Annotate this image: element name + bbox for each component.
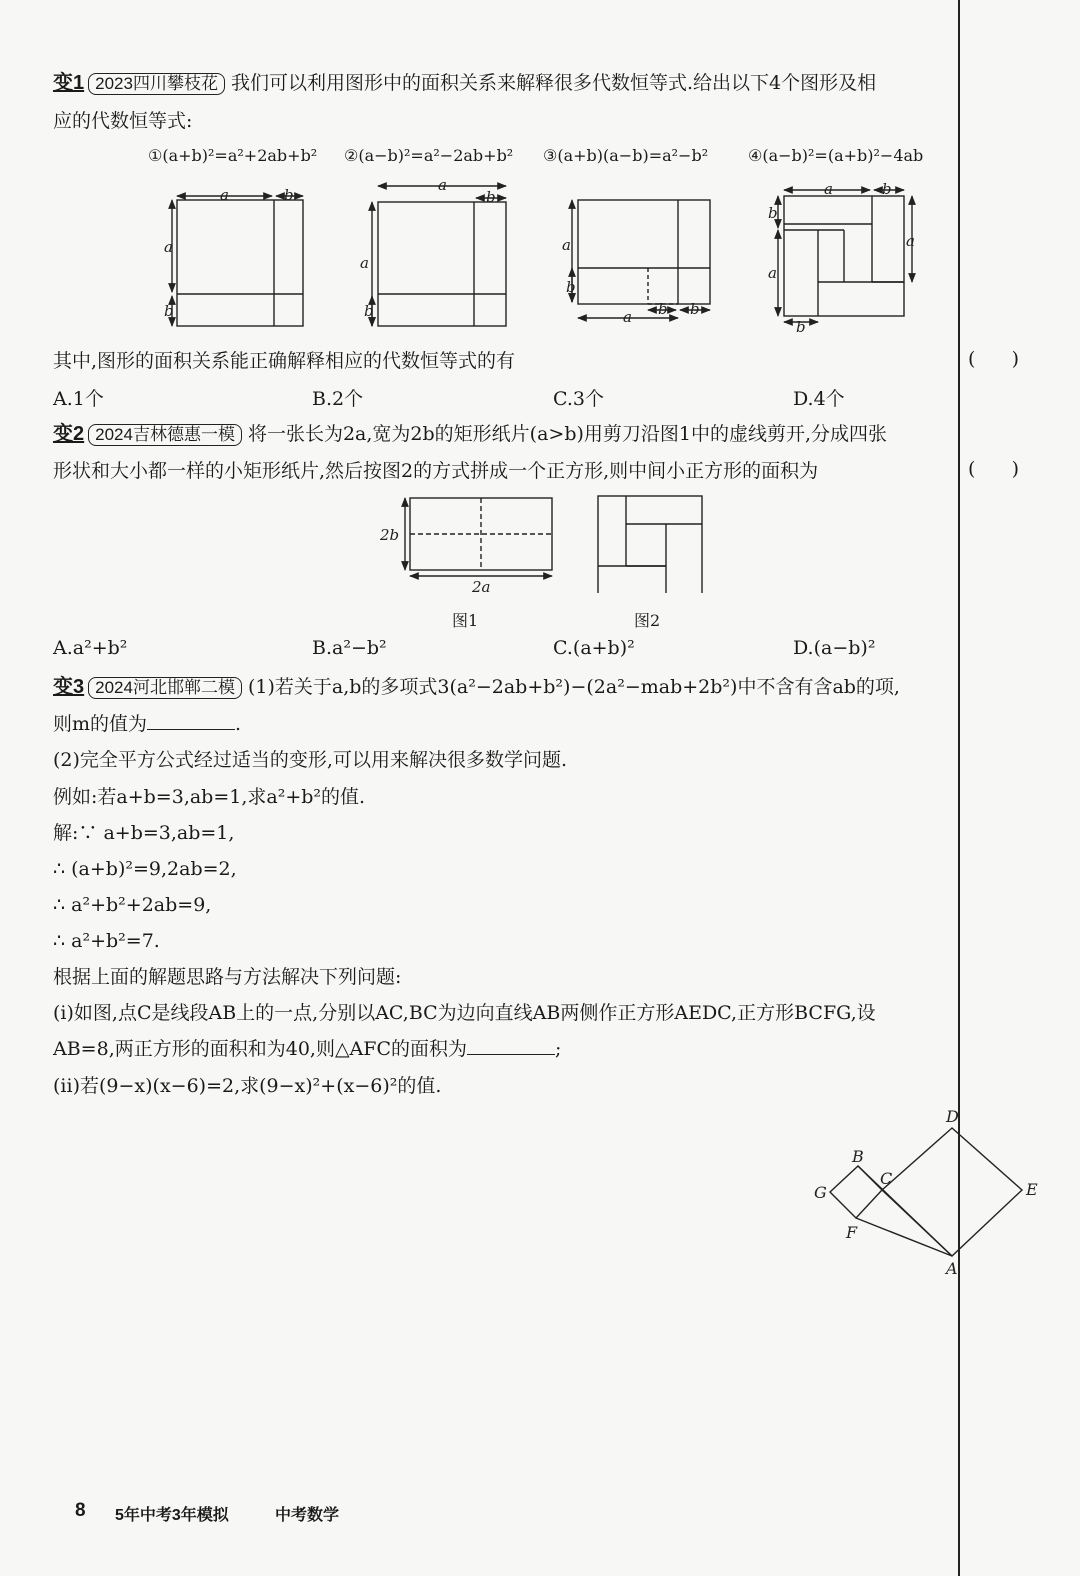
q1-line2: 应的代数恒等式: (53, 110, 193, 132)
q2-source-badge: 2024吉林德惠一模 (88, 424, 242, 446)
q1-fig2-label-a-left: a (360, 254, 369, 272)
q2-text-1: 将一张长为2a,宽为2b的矩形纸片(a>b)用剪刀沿图1中的虚线剪开,分成四张 (247, 423, 888, 445)
q1-fig3-label-b-left: b (566, 278, 576, 296)
q2-option-a: A.a²+b² (53, 637, 128, 659)
point-label-d: D (946, 1107, 959, 1126)
q3-solution-4: ∴ a²+b²=7. (53, 930, 160, 952)
q3-i-semicolon: ; (555, 1038, 562, 1060)
q1-fig1-label-b-top: b (284, 186, 294, 204)
q3-solution-3: ∴ a²+b²+2ab=9, (53, 894, 212, 916)
point-label-g: G (814, 1183, 827, 1202)
point-label-a: A (946, 1259, 958, 1278)
q1-figure-2 (372, 186, 506, 326)
point-label-f: F (846, 1223, 858, 1242)
q1-fig4-label-b-bottom: b (796, 318, 806, 336)
q2-figure-2 (598, 496, 702, 593)
q1-fig4-label-a-right: a (906, 232, 915, 250)
q1-fig1-label-a-top: a (220, 186, 229, 204)
q1-fig4-label-a-left: a (768, 264, 777, 282)
q1-fig3-label-a-bottom: a (623, 308, 632, 326)
q1-figure-4 (778, 190, 912, 322)
q1-tag: 变1 (53, 72, 85, 94)
q2-fig2-caption: 图2 (634, 611, 661, 630)
q1-fig4-label-b-top: b (882, 180, 892, 198)
book-subject: 中考数学 (275, 1507, 340, 1524)
q3-part1-prompt: 则m的值为 (53, 713, 148, 735)
q3-part1-period: . (235, 713, 242, 735)
q1-option-c: C.3个 (553, 388, 604, 410)
q3-i-line2 (53, 1036, 561, 1062)
q3-geometry-figure (800, 1100, 1050, 1285)
q1-stem: 其中,图形的面积关系能正确解释相应的代数恒等式的有 (53, 350, 516, 372)
page-number: 8 (75, 1500, 86, 1521)
q1-fig1-label-a-left: a (164, 238, 173, 256)
q1-fig2-label-a-top: a (438, 176, 447, 194)
q1-identity-4: ④(a−b)²=(a+b)²−4ab (748, 146, 924, 165)
q1-option-a: A.1个 (53, 388, 104, 410)
q1-answer-paren: ( ) (968, 348, 1020, 370)
q1-option-b: B.2个 (312, 388, 364, 410)
q1-figure-1 (172, 196, 303, 326)
q1-figures (0, 170, 960, 340)
q1-source-badge: 2023四川攀枝花 (88, 73, 225, 95)
q3-source-badge: 2024河北邯郸二模 (88, 677, 242, 699)
q1-fig2-label-b-left: b (364, 302, 374, 320)
q3-task: 根据上面的解题思路与方法解决下列问题: (53, 966, 402, 988)
point-label-e: E (1026, 1180, 1038, 1199)
q1-fig1-label-b-left: b (164, 302, 174, 320)
q1-identity-1: ①(a+b)²=a²+2ab+b² (148, 146, 318, 165)
q1-fig3-label-b-bottom-1: b (658, 300, 668, 318)
q1-identity-2: ②(a−b)²=a²−2ab+b² (344, 146, 514, 165)
q3-line1 (53, 674, 900, 700)
book-title: 5年中考3年模拟 (115, 1507, 229, 1524)
q3-example: 例如:若a+b=3,ab=1,求a²+b²的值. (53, 786, 366, 808)
q3-i-line1: (i)如图,点C是线段AB上的一点,分别以AC,BC为边向直线AB两侧作正方形AEDC,正方形BCFG,设 (53, 1002, 876, 1024)
point-label-b: B (852, 1147, 864, 1166)
q3-solution-1: 解:∵ a+b=3,ab=1, (53, 822, 235, 844)
q2-tag: 变2 (53, 423, 85, 445)
q1-fig3-label-a-left: a (562, 236, 571, 254)
q2-label-2a: 2a (472, 578, 491, 593)
q3-part1-blank (147, 711, 235, 730)
q2-figure-1 (405, 498, 552, 576)
q3-part1-text: (1)若关于a,b的多项式3(a²−2ab+b²)−(2a²−mab+2b²)中不含有含ab的项, (247, 676, 900, 698)
q3-i-blank (467, 1036, 555, 1055)
q2-line2: 形状和大小都一样的小矩形纸片,然后按图2的方式拼成一个正方形,则中间小正方形的面积为 (53, 460, 819, 482)
q1-text-1: 我们可以利用图形中的面积关系来解释很多代数恒等式.给出以下4个图形及相 (230, 72, 877, 94)
q1-option-d: D.4个 (793, 388, 845, 410)
q2-answer-paren: ( ) (968, 458, 1020, 480)
q3-solution-2: ∴ (a+b)²=9,2ab=2, (53, 858, 237, 880)
q3-part2-intro: (2)完全平方公式经过适当的变形,可以用来解决很多数学问题. (53, 749, 567, 771)
q3-i-prompt: AB=8,两正方形的面积和为40,则△AFC的面积为 (53, 1038, 468, 1060)
point-label-c: C (880, 1169, 893, 1188)
q1-line1 (53, 70, 876, 96)
q2-figures (360, 488, 720, 593)
q2-label-2b: 2b (380, 526, 400, 544)
q2-fig1-caption: 图1 (452, 611, 479, 630)
q2-option-c: C.(a+b)² (553, 637, 635, 659)
q1-identity-3: ③(a+b)(a−b)=a²−b² (543, 146, 709, 165)
q3-ii-line: (ii)若(9−x)(x−6)=2,求(9−x)²+(x−6)²的值. (53, 1075, 442, 1097)
q3-tag: 变3 (53, 676, 85, 698)
q2-line1 (53, 421, 887, 447)
q1-fig4-label-b-left: b (768, 204, 778, 222)
q1-fig3-label-b-bottom-2: b (690, 300, 700, 318)
q2-option-d: D.(a−b)² (793, 637, 876, 659)
q1-fig2-label-b-top: b (486, 188, 496, 206)
q2-option-b: B.a²−b² (312, 637, 387, 659)
q3-part1-line2 (53, 711, 241, 737)
q1-fig4-label-a-top: a (824, 180, 833, 198)
